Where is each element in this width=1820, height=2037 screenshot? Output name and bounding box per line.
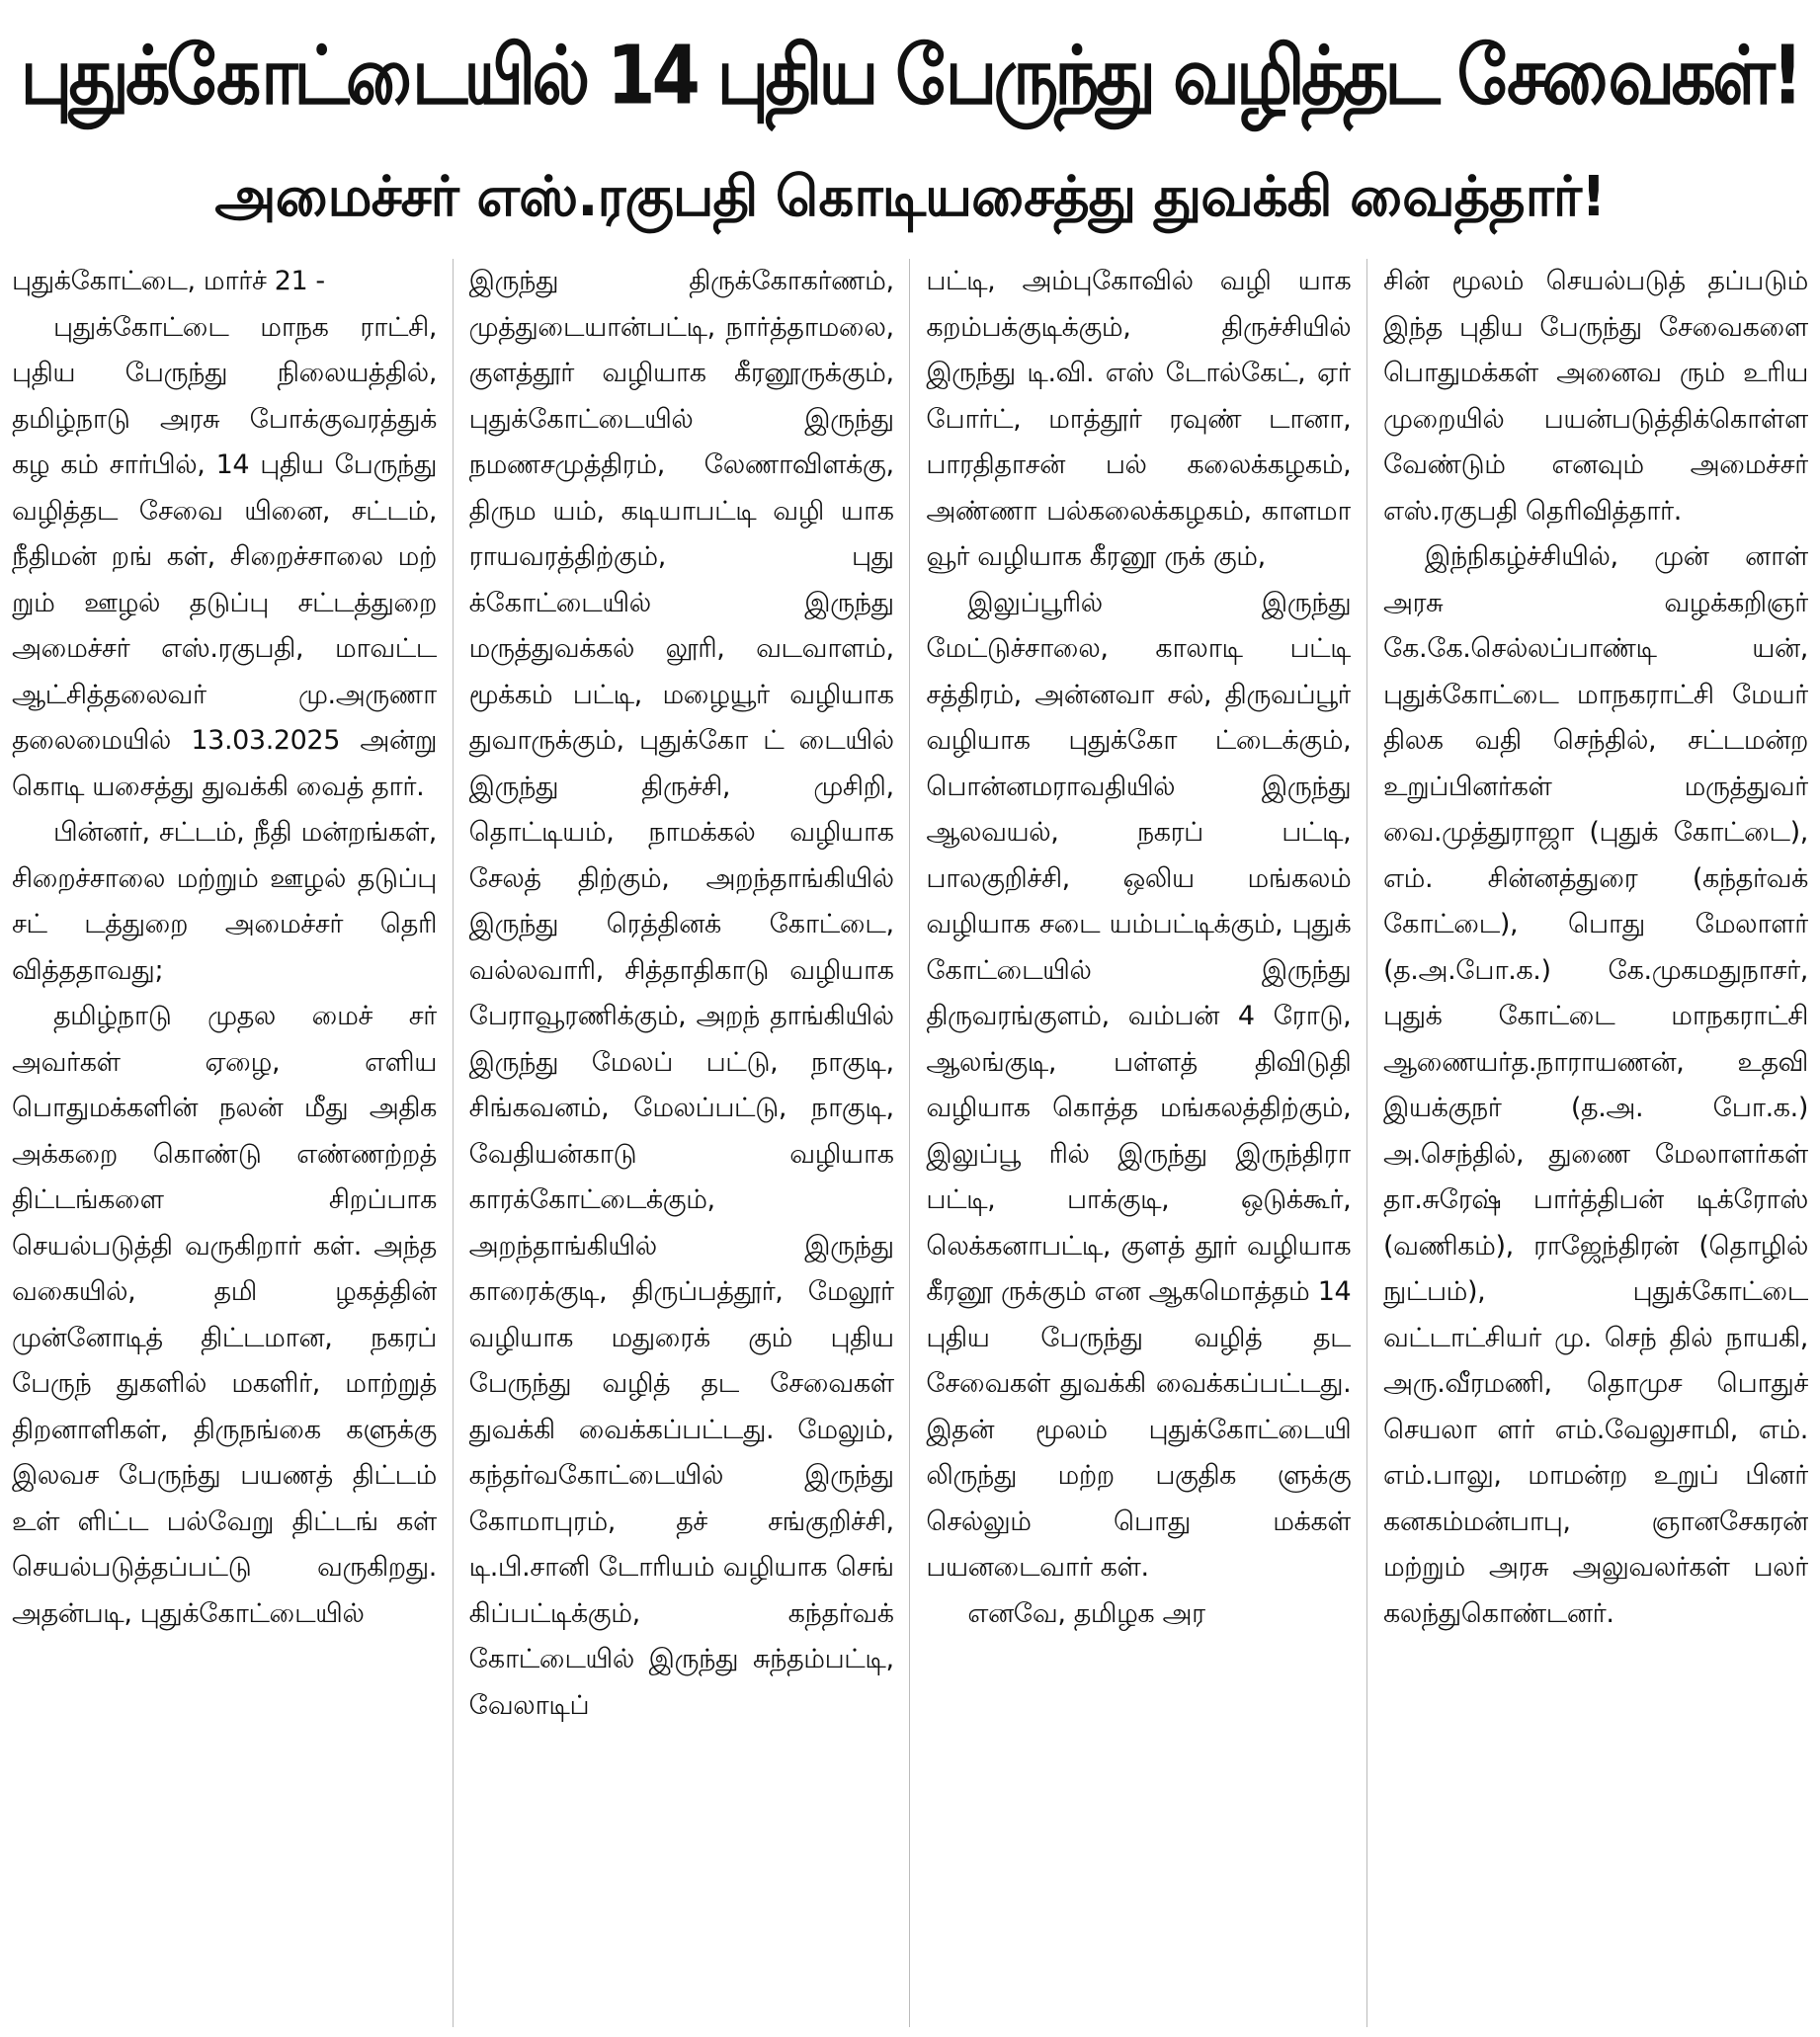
article-paragraph: சின் மூலம் செயல்படுத் தப்படும் இந்த புதிய பேருந்து சேவைகளை பொதுமக்கள் அனைவ ரும் உரிய முறையில் பயன்படுத்திக்கொள்ள வேண்டும் எனவும் அமைச்சர் எஸ்.ரகுபதி தெரிவித்தார். [1382,266,1808,527]
article-paragraph: பின்னர், சட்டம், நீதி மன்றங்கள், சிறைச்சாலை மற்றும் ஊழல் தடுப்பு சட் டத்துறை அமைச்சர் தெரி வித்ததாவது; [12,817,437,986]
column-divider [909,259,910,2027]
article-paragraph: பட்டி, அம்புகோவில் வழி யாக கறம்பக்குடிக்கும், திருச்சியில் இருந்து டி.வி. எஸ் டோல்கேட், ஏர் போர்ட், மாத்தூர் ரவுண் டானா, பாரதிதாசன் பல் கலைக்கழகம், அண்ணா பல்கலைக்கழகம், காளமா வூர் வழியாக கீரனூ ருக் கும், [926,266,1352,572]
article-paragraph: இலுப்பூரில் இருந்து மேட்டுச்சாலை, காலாடி பட்டி சத்திரம், அன்னவா சல், திருவப்பூர் வழியாக புதுக்கோ ட்டைக்கும், பொன்னமராவதியில் இருந்து ஆலவயல், நகரப் பட்டி, பாலகுறிச்சி, ஒலிய மங்கலம் வழியாக சடை யம்பட்டிக்கும், புதுக் கோட்டையில் இருந்து திருவரங்குளம், வம்பன் 4 ரோடு, ஆலங்குடி, பள்ளத் திவிடுதி வழியாக கொத்த மங்கலத்திற்கும், இலுப்பூ ரில் இருந்து இருந்திரா பட்டி, பாக்குடி, ஒடுக்கூர், லெக்கனாபட்டி, குளத் தூர் வழியாக கீரனூ ருக்கும் என ஆகமொத்தம் 14 புதிய பேருந்து வழித் தட சேவைகள் துவக்கி வைக்கப்பட்டது. இதன் மூலம் புதுக்கோட்டையி லிருந்து மற்ற பகுதிக ளுக்கு செல்லும் பொது மக்கள் பயனடைவார் கள். [926,587,1352,1583]
subheadline: அமைச்சர் எஸ்.ரகுபதி கொடியசைத்து துவக்கி வைத்தார்! [214,165,1606,229]
article-paragraph: இருந்து திருக்கோகர்ணம், முத்துடையான்பட்டி, நார்த்தாமலை, குளத்தூர் வழியாக கீரனூருக்கும், புதுக்கோட்டையில் இருந்து நமணசமுத்திரம், லேணாவிளக்கு, திரும யம், கடியாபட்டி வழி யாக ராயவரத்திற்கும், புது க்கோட்டையில் இருந்து மருத்துவக்கல் லூரி, வடவாளம், மூக்கம் பட்டி, மழையூர் வழியாக துவாருக்கும், புதுக்கோ ட் டையில் இருந்து திருச்சி, முசிறி, தொட்டியம், நாமக்கல் வழியாக சேலத் திற்கும், அறந்தாங்கியில் இருந்து ரெத்தினக் கோட்டை, வல்லவாரி, சித்தாதிகாடு வழியாக பேராவூரணிக்கும், அறந் தாங்கியில் இருந்து மேலப் பட்டு, நாகுடி, சிங்கவனம், மேலப்பட்டு, நாகுடி, வேதியன்காடு வழியாக காரக்கோட்டைக்கும், அறந்தாங்கியில் இருந்து காரைக்குடி, திருப்பத்தூர், மேலூர் வழியாக மதுரைக் கும் புதிய பேருந்து வழித் தட சேவைகள் துவக்கி வைக்கப்பட்டது. மேலும், கந்தர்வகோட்டையில் இருந்து கோமாபுரம், தச் சங்குறிச்சி, டி.பி.சானி டோரியம் வழியாக செங் கிப்பட்டிக்கும், கந்தர்வக் கோட்டையில் இருந்து சுந்தம்பட்டி, வேலாடிப் [468,266,894,1721]
article-paragraph: இந்நிகழ்ச்சியில், முன் னாள் அரசு வழக்கறிஞர் கே.கே.செல்லப்பாண்டி யன், புதுக்கோட்டை மாநகராட்சி மேயர் திலக வதி செந்தில், சட்டமன்ற உறுப்பினர்கள் மருத்துவர் வை.முத்துராஜா (புதுக் கோட்டை), எம். சின்னத்துரை (கந்தர்வக் கோட்டை), பொது மேலாளர் (த.அ.போ.க.) கே.முகமதுநாசர், புதுக் கோட்டை மாநகராட்சி ஆணையர்த.நாராயணன், உதவி இயக்குநர் (த.அ. போ.க.) அ.செந்தில், துணை மேலாளர்கள் தா.சுரேஷ் பார்த்திபன் டிக்ரோஸ் (வணிகம்), ராஜேந்திரன் (தொழில் நுட்பம்), புதுக்கோட்டை வட்டாட்சியர் மு. செந் தில் நாயகி, அரு.வீரமணி, தொமுச பொதுச் செயலா ளர் எம்.வேலுசாமி, எம். எம்.பாலு, மாமன்ற உறுப் பினர் கனகம்மன்பாபு, ஞானசேகரன் மற்றும் அரசு அலுவலர்கள் பலர் கலந்துகொண்டனர். [1382,541,1808,1629]
article-body [12,259,1808,2027]
column-divider [453,259,454,2027]
article-paragraph: எனவே, தமிழக அர [967,1597,1205,1629]
dateline: புதுக்கோட்டை, மார்ச் 21 - [12,266,325,296]
article-column-2 [469,259,894,2027]
article-column-1 [12,259,437,2027]
article-column-4 [1383,259,1808,2027]
article-paragraph: புதுக்கோட்டை மாநக ராட்சி, புதிய பேருந்து நிலையத்தில், தமிழ்நாடு அரசு போக்குவரத்துக் கழ கம் சார்பில், 14 புதிய பேருந்து வழித்தட சேவை யினை, சட்டம், நீதிமன் றங் கள், சிறைச்சாலை மற் றும் ஊழல் தடுப்பு சட்டத்துறை அமைச்சர் எஸ்.ரகுபதி, மாவட்ட ஆட்சித்தலைவர் மு.அருணா தலைமையில் 13.03.2025 அன்று கொடி யசைத்து துவக்கி வைத் தார். [12,311,437,802]
article-paragraph: தமிழ்நாடு முதல மைச் சர் அவர்கள் ஏழை, எளிய பொதுமக்களின் நலன் மீது அதிக அக்கறை கொண்டு எண்ணற்றத் திட்டங்களை சிறப்பாக செயல்படுத்தி வருகிறார் கள். அந்த வகையில், தமி ழகத்தின் முன்னோடித் திட்டமான, நகரப் பேருந் துகளில் மகளிர், மாற்றுத் திறனாளிகள், திருநங்கை களுக்கு இலவச பேருந்து பயணத் திட்டம் உள் ளிட்ட பல்வேறு திட்டங் கள் செயல்படுத்தப்பட்டு வருகிறது. அதன்படி, புதுக்கோட்டையில் [12,1001,437,1629]
column-divider [1366,259,1367,2027]
headline: புதுக்கோட்டையில் 14 புதிய பேருந்து வழித்தட சேவைகள்! [20,28,1800,123]
article-column-3 [926,259,1351,2027]
